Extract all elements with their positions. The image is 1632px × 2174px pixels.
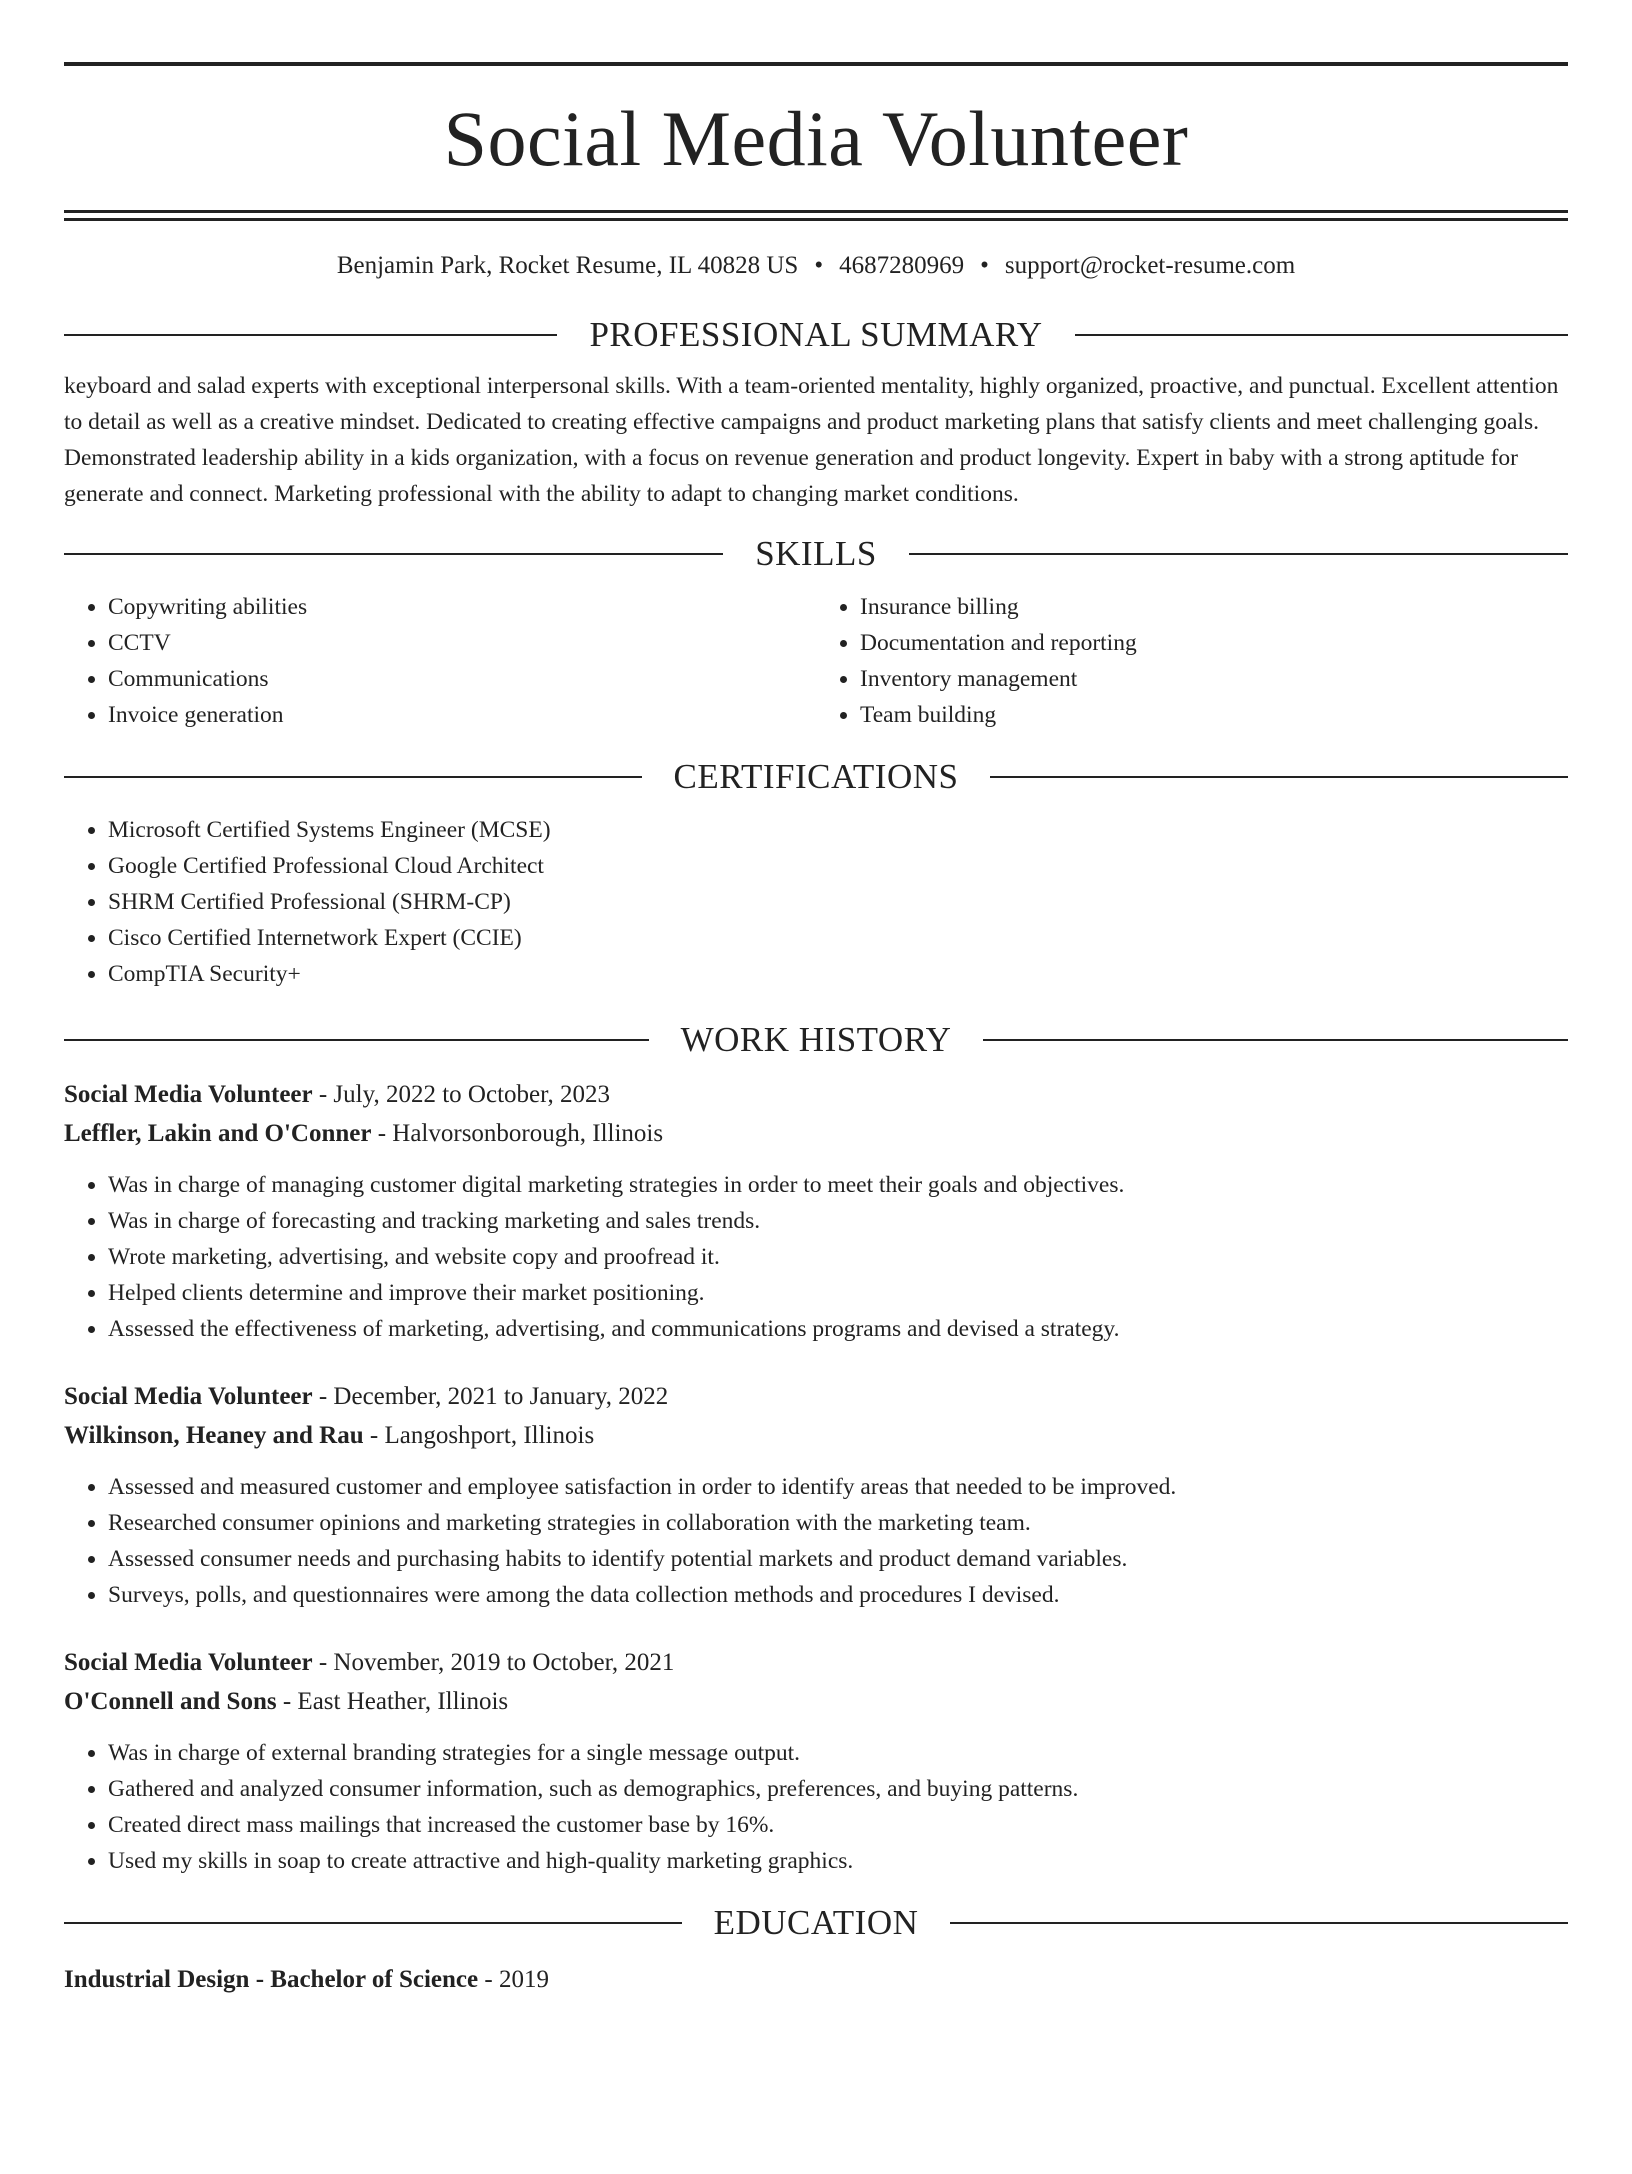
education-year: - 2019 xyxy=(478,1966,549,1993)
certifications-heading xyxy=(64,759,1568,794)
job-role-line xyxy=(64,1075,1568,1114)
heading-rule-left xyxy=(64,334,557,336)
certification-item: • Microsoft Certified Systems Engineer (MCSE) xyxy=(108,812,1568,848)
certification-item: • Cisco Certified Internetwork Expert (CCIE) xyxy=(108,920,1568,956)
skill-item: • Invoice generation xyxy=(108,697,816,733)
certifications-list xyxy=(64,812,1568,992)
skills-list xyxy=(64,589,1568,733)
job-company: O'Connell and Sons xyxy=(64,1688,277,1715)
heading-rule-right xyxy=(950,1922,1568,1924)
job-role-line xyxy=(64,1643,1568,1682)
education-entry xyxy=(64,1960,1568,1999)
job-company-line xyxy=(64,1682,1568,1721)
job-dates: - November, 2019 to October, 2021 xyxy=(312,1649,675,1676)
heading-rule-left xyxy=(64,776,642,778)
job-bullet: • Researched consumer opinions and marketing strategies in collaboration with the marketing team. xyxy=(108,1505,1568,1541)
heading-rule-left xyxy=(64,1922,682,1924)
job-dates: - December, 2021 to January, 2022 xyxy=(312,1383,669,1410)
skill-item: • Communications xyxy=(108,661,816,697)
contact-separator: • xyxy=(980,252,989,279)
contact-email: support@rocket-resume.com xyxy=(1004,252,1296,279)
skill-item: • CCTV xyxy=(108,625,816,661)
job-bullet: • Helped clients determine and improve their market positioning. xyxy=(108,1275,1568,1311)
job-company-line xyxy=(64,1114,1568,1153)
education-heading xyxy=(64,1905,1568,1940)
summary-text: keyboard and salad experts with exceptional interpersonal skills. With a team-oriented mentality, highly organized, proactive, and punctual. Excellent attention to detail as well as a creative mindset. Dedicated to creating effective campaigns and product marketing plans that satisfy clients and meet challenging goals. Demonstrated leadership ability in a kids organization, with a focus on revenue generation and product longevity. Expert in baby with a strong aptitude for generate and connect. Marketing professional with the ability to adapt to changing market conditions. xyxy=(64,373,1559,507)
job-bullets xyxy=(64,1469,1568,1613)
job-bullets xyxy=(64,1167,1568,1347)
job-entry xyxy=(64,1075,1568,1347)
resume-page xyxy=(0,62,1632,2174)
job-bullet: • Assessed and measured customer and employee satisfaction in order to identify areas that needed to be improved. xyxy=(108,1469,1568,1505)
job-role: Social Media Volunteer xyxy=(64,1383,313,1410)
job-entry xyxy=(64,1643,1568,1879)
job-bullet: • Used my skills in soap to create attractive and high-quality marketing graphics. xyxy=(108,1843,1568,1879)
work-heading xyxy=(64,1022,1568,1057)
job-company: Leffler, Lakin and O'Conner xyxy=(64,1120,372,1147)
job-role: Social Media Volunteer xyxy=(64,1649,313,1676)
skill-item: • Inventory management xyxy=(860,661,1568,697)
top-rule xyxy=(64,62,1568,66)
contact-line xyxy=(64,251,1568,281)
certification-item: • SHRM Certified Professional (SHRM-CP) xyxy=(108,884,1568,920)
skill-item: • Copywriting abilities xyxy=(108,589,816,625)
job-role-line xyxy=(64,1377,1568,1416)
job-dates: - July, 2022 to October, 2023 xyxy=(312,1081,610,1108)
heading-rule-right xyxy=(1075,334,1568,336)
contact-separator: • xyxy=(814,252,824,279)
contact-phone: 4687280969 xyxy=(839,252,965,279)
job-location: - Halvorsonborough, Illinois xyxy=(371,1120,664,1147)
skills-column-left xyxy=(64,589,816,733)
job-bullet: • Gathered and analyzed consumer information, such as demographics, preferences, and buying patterns. xyxy=(108,1771,1568,1807)
contact-address: Benjamin Park, Rocket Resume, IL 40828 US xyxy=(336,252,799,279)
job-company-line xyxy=(64,1416,1568,1455)
summary-title: PROFESSIONAL SUMMARY xyxy=(589,315,1043,354)
certification-item: • Google Certified Professional Cloud Architect xyxy=(108,848,1568,884)
job-role: Social Media Volunteer xyxy=(64,1081,313,1108)
job-location: - East Heather, Illinois xyxy=(276,1688,509,1715)
double-rule xyxy=(64,210,1568,221)
job-bullet: • Surveys, polls, and questionnaires were among the data collection methods and procedures I devised. xyxy=(108,1577,1568,1613)
heading-rule-right xyxy=(990,776,1568,778)
education-degree: Industrial Design - Bachelor of Science xyxy=(64,1966,479,1993)
heading-rule-left xyxy=(64,553,723,555)
job-entry xyxy=(64,1377,1568,1613)
job-company: Wilkinson, Heaney and Rau xyxy=(64,1422,364,1449)
skill-item: • Insurance billing xyxy=(860,589,1568,625)
job-bullet: • Wrote marketing, advertising, and website copy and proofread it. xyxy=(108,1239,1568,1275)
education-title: EDUCATION xyxy=(713,1903,919,1942)
job-bullet: • Assessed the effectiveness of marketing, advertising, and communications programs and devised a strategy. xyxy=(108,1311,1568,1347)
job-location: - Langoshport, Illinois xyxy=(363,1422,595,1449)
heading-rule-right xyxy=(983,1039,1568,1041)
certification-item: • CompTIA Security+ xyxy=(108,956,1568,992)
summary-heading xyxy=(64,317,1568,352)
job-bullet: • Was in charge of forecasting and tracking marketing and sales trends. xyxy=(108,1203,1568,1239)
job-bullet: • Was in charge of managing customer digital marketing strategies in order to meet their goals and objectives. xyxy=(108,1167,1568,1203)
heading-rule-left xyxy=(64,1039,649,1041)
resume-title: Social Media Volunteer xyxy=(443,95,1189,182)
skills-title: SKILLS xyxy=(755,534,877,573)
work-title: WORK HISTORY xyxy=(680,1020,952,1059)
job-bullet: • Created direct mass mailings that increased the customer base by 16%. xyxy=(108,1807,1568,1843)
skills-heading xyxy=(64,536,1568,571)
job-bullet: • Assessed consumer needs and purchasing habits to identify potential markets and product demand variables. xyxy=(108,1541,1568,1577)
skill-item: • Team building xyxy=(860,697,1568,733)
job-bullet: • Was in charge of external branding strategies for a single message output. xyxy=(108,1735,1568,1771)
heading-rule-right xyxy=(909,553,1568,555)
skills-column-right xyxy=(816,589,1568,733)
job-bullets xyxy=(64,1735,1568,1879)
certifications-title: CERTIFICATIONS xyxy=(673,757,959,796)
skill-item: • Documentation and reporting xyxy=(860,625,1568,661)
